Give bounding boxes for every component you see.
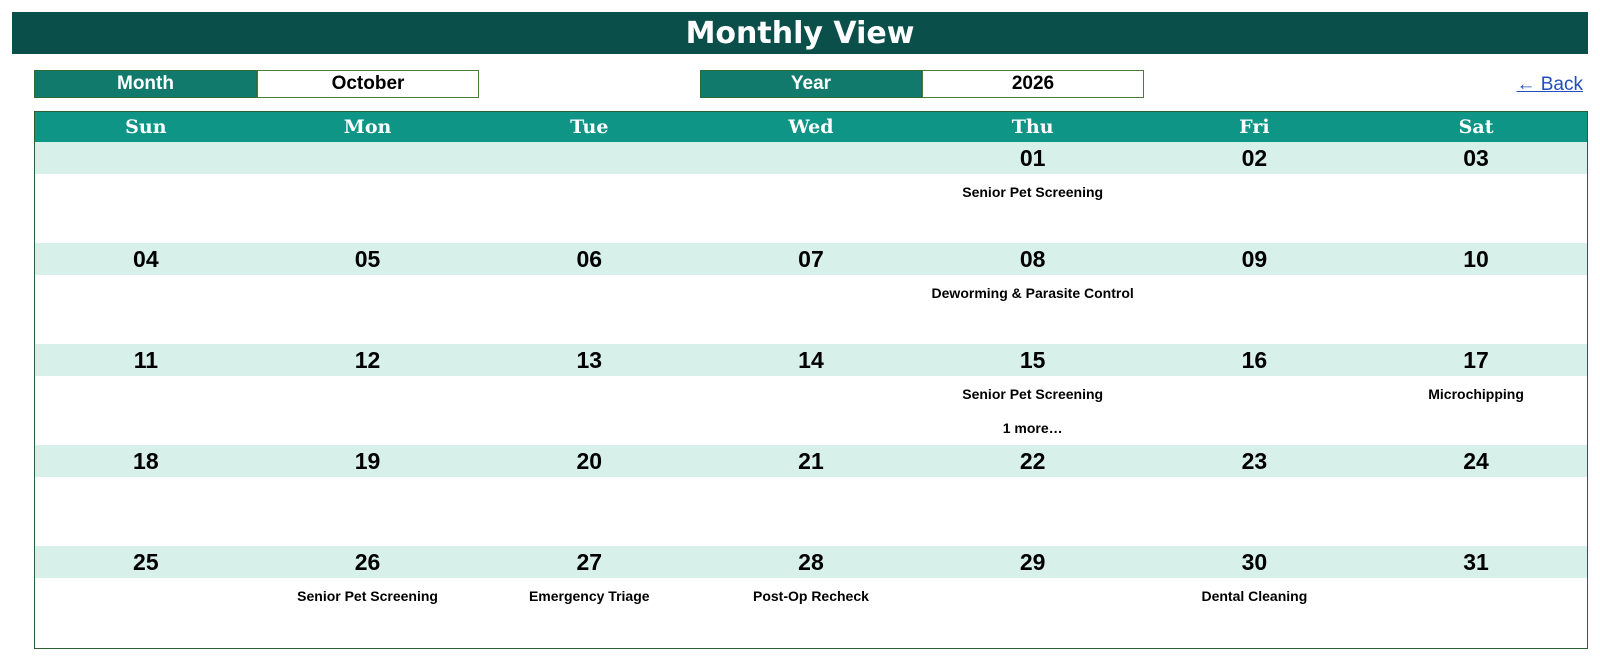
day-number[interactable]: 15 xyxy=(1019,346,1046,373)
weekday-label: Tue xyxy=(570,116,609,138)
day-number[interactable]: 03 xyxy=(1463,144,1489,171)
day-events xyxy=(1144,477,1366,546)
day-events xyxy=(1144,275,1366,344)
day-events xyxy=(35,275,257,344)
day-events xyxy=(478,376,700,445)
day-number[interactable]: 08 xyxy=(1019,245,1046,272)
day-number[interactable]: 27 xyxy=(576,548,603,575)
day-events xyxy=(700,578,922,647)
event-row xyxy=(35,477,1587,546)
day-events xyxy=(700,376,922,445)
day-number[interactable]: 10 xyxy=(1463,245,1489,272)
weekday-label: Mon xyxy=(343,116,392,138)
day-number[interactable]: 19 xyxy=(354,447,381,474)
day-number[interactable]: 26 xyxy=(354,548,381,575)
event-item[interactable]: Post-Op Recheck xyxy=(752,588,869,604)
day-number[interactable]: 20 xyxy=(576,447,603,474)
day-number[interactable]: 14 xyxy=(798,346,824,373)
page-title: Monthly View xyxy=(12,12,1588,54)
day-number xyxy=(478,142,700,174)
date-row xyxy=(35,243,1587,275)
event-item[interactable]: Senior Pet Screening xyxy=(297,588,438,604)
day-number[interactable]: 28 xyxy=(798,548,824,575)
day-events xyxy=(478,578,700,647)
weekday-label: Sat xyxy=(1458,116,1494,138)
day-number[interactable]: 06 xyxy=(576,245,603,272)
day-number[interactable]: 13 xyxy=(576,346,603,373)
date-row xyxy=(35,546,1587,578)
year-label: Year xyxy=(700,70,922,98)
day-number[interactable]: 22 xyxy=(1019,447,1046,474)
day-number[interactable]: 02 xyxy=(1241,144,1268,171)
date-row xyxy=(35,344,1587,376)
event-item[interactable]: Senior Pet Screening xyxy=(962,184,1104,200)
day-number[interactable]: 21 xyxy=(798,447,824,474)
day-events xyxy=(478,275,700,344)
weekday-label: Thu xyxy=(1011,116,1054,138)
day-events xyxy=(922,275,1144,344)
back-link[interactable]: ← Back xyxy=(1516,74,1583,95)
day-events xyxy=(700,477,922,546)
month-label: Month xyxy=(34,70,257,98)
day-number[interactable]: 29 xyxy=(1019,548,1046,575)
day-events xyxy=(1365,174,1587,243)
calendar-week xyxy=(35,344,1587,445)
day-number xyxy=(700,142,922,174)
day-number[interactable]: 16 xyxy=(1241,346,1268,373)
day-number[interactable]: 01 xyxy=(1019,144,1046,171)
day-number[interactable]: 31 xyxy=(1463,548,1489,575)
day-events xyxy=(1365,275,1587,344)
day-number[interactable]: 30 xyxy=(1241,548,1268,575)
day-number[interactable]: 25 xyxy=(133,548,159,575)
day-events xyxy=(1144,376,1366,445)
event-item[interactable]: Deworming & Parasite Control xyxy=(931,285,1134,301)
day-events xyxy=(257,275,479,344)
weekday-header xyxy=(35,112,1587,142)
day-events xyxy=(35,376,257,445)
day-events xyxy=(257,174,479,243)
date-row xyxy=(35,142,1587,174)
day-events xyxy=(35,578,257,647)
year-field[interactable]: 2026 xyxy=(922,70,1144,98)
day-events xyxy=(478,174,700,243)
day-events xyxy=(700,174,922,243)
day-events xyxy=(257,376,479,445)
day-number[interactable]: 07 xyxy=(798,245,824,272)
day-events xyxy=(922,174,1144,243)
day-number[interactable]: 17 xyxy=(1463,346,1489,373)
day-events xyxy=(257,578,479,647)
event-row xyxy=(35,578,1587,647)
date-row xyxy=(35,445,1587,477)
day-number[interactable]: 12 xyxy=(354,346,381,373)
day-number[interactable]: 09 xyxy=(1241,245,1268,272)
day-number[interactable]: 04 xyxy=(133,245,159,272)
day-events xyxy=(922,477,1144,546)
day-events xyxy=(922,376,1144,445)
day-events xyxy=(700,275,922,344)
event-item[interactable]: Emergency Triage xyxy=(528,588,650,604)
event-row xyxy=(35,275,1587,344)
day-events xyxy=(35,174,257,243)
day-events xyxy=(1365,376,1587,445)
calendar-week xyxy=(35,546,1587,647)
event-row xyxy=(35,174,1587,243)
day-events xyxy=(1365,578,1587,647)
calendar-week xyxy=(35,243,1587,344)
day-events xyxy=(1144,578,1366,647)
day-number[interactable]: 24 xyxy=(1463,447,1489,474)
weekday-label: Fri xyxy=(1239,116,1270,138)
more-events-link[interactable]: 1 more… xyxy=(1002,420,1063,436)
event-row xyxy=(35,376,1587,445)
calendar-week xyxy=(35,445,1587,546)
day-number[interactable]: 18 xyxy=(133,447,159,474)
day-number[interactable]: 11 xyxy=(133,346,159,373)
day-number[interactable]: 05 xyxy=(354,245,381,272)
day-events xyxy=(1144,174,1366,243)
calendar-grid xyxy=(34,111,1588,649)
weekday-label: Sun xyxy=(125,116,167,138)
day-number xyxy=(257,142,479,174)
weekday-label: Wed xyxy=(788,116,834,138)
calendar-weeks xyxy=(35,142,1587,647)
day-number[interactable]: 23 xyxy=(1241,447,1268,474)
day-events xyxy=(1365,477,1587,546)
event-item[interactable]: Senior Pet Screening xyxy=(962,386,1104,402)
event-item[interactable]: Dental Cleaning xyxy=(1201,588,1308,604)
day-number xyxy=(35,142,257,174)
day-events xyxy=(257,477,479,546)
month-field[interactable]: October xyxy=(257,70,479,98)
event-item[interactable]: Microchipping xyxy=(1428,386,1524,402)
day-events xyxy=(35,477,257,546)
day-events xyxy=(478,477,700,546)
day-events xyxy=(922,578,1144,647)
calendar-week xyxy=(35,142,1587,243)
